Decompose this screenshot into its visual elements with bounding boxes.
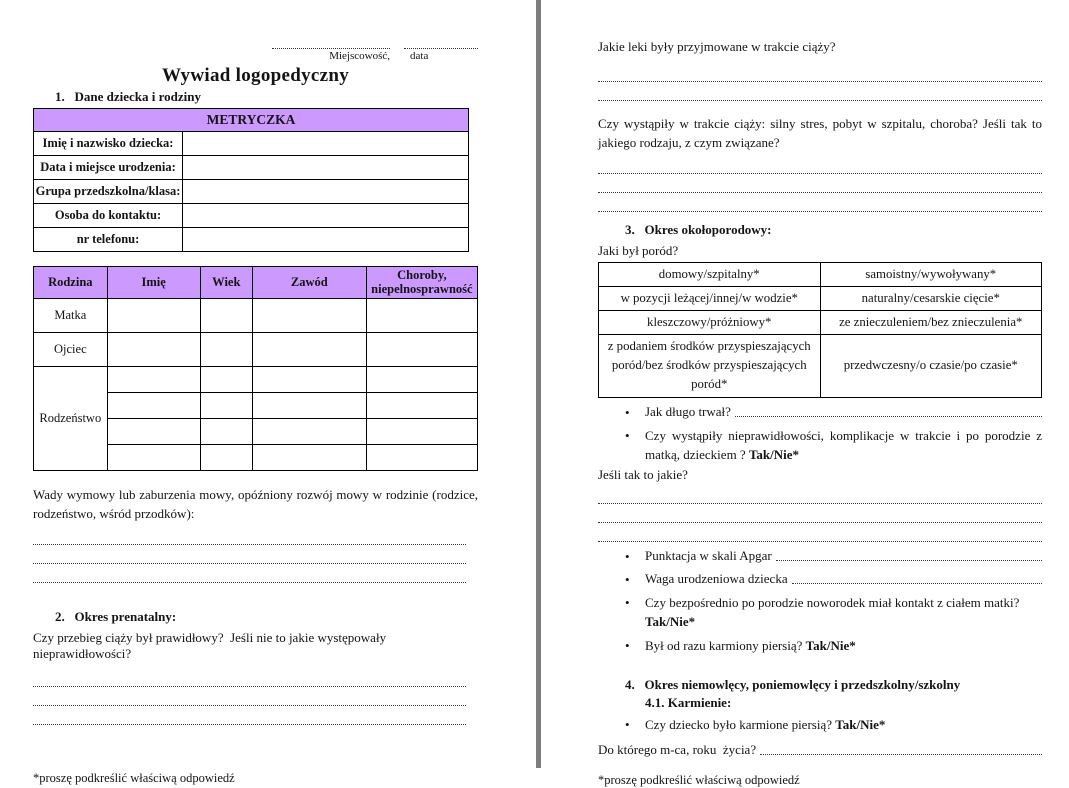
taknie-label: Tak/Nie* — [835, 717, 886, 733]
family-cell — [366, 366, 477, 392]
family-cell — [200, 444, 252, 470]
answer-lines — [598, 63, 1042, 101]
metryczka-value-cell — [183, 204, 469, 228]
place-label: Miejscowość, — [329, 50, 390, 62]
table-row — [599, 286, 1042, 310]
family-cell — [107, 332, 200, 366]
list-item — [598, 404, 1042, 422]
list-item — [598, 571, 1042, 589]
birth-option-cell: domowy/szpitalny* — [599, 262, 821, 286]
family-cell — [107, 392, 200, 418]
medications-question: Jakie leki były przyjmowane w trakcie ciąży? — [598, 39, 836, 54]
answer-line — [33, 526, 466, 545]
page-left — [33, 0, 478, 786]
metryczka-header: METRYCZKA — [34, 109, 469, 132]
bullet-icon: • — [625, 594, 630, 610]
answer-line — [598, 82, 1042, 101]
metryczka-value-cell — [183, 156, 469, 180]
speech-defects-paragraph: Wady wymowy lub zaburzenia mowy, opóźniony rozwój mowy w rodzinie (rodzice, rodzeństwo, wśród przodków): — [33, 486, 478, 521]
table-row — [34, 366, 478, 392]
family-cell — [107, 366, 200, 392]
bullet-breastfed-immediately-text: Był od razu karmiony piersią? — [645, 637, 803, 653]
footnote: *proszę podkreślić właściwą odpowiedź — [598, 773, 800, 788]
metryczka-label: Imię i nazwisko dziecka: — [34, 132, 183, 156]
taknie-label: Tak/Nie* — [805, 637, 856, 653]
list-item — [598, 548, 1042, 566]
family-cell — [366, 332, 477, 366]
family-cell — [252, 418, 366, 444]
answer-line — [598, 193, 1042, 212]
leader-dots — [735, 404, 1042, 417]
family-row-label: Matka — [34, 298, 108, 332]
birth-bullet-list — [598, 404, 1042, 465]
family-table — [33, 266, 478, 471]
answer-lines — [598, 485, 1042, 542]
family-cell — [200, 366, 252, 392]
table-row — [34, 228, 469, 252]
answer-line — [598, 485, 1042, 504]
family-cell — [200, 298, 252, 332]
family-cell — [107, 298, 200, 332]
leader-dots — [760, 742, 1042, 755]
jesli-question: Jeśli tak to jakie? — [598, 466, 688, 482]
table-row — [34, 180, 469, 204]
bullet-complications-text: Czy wystąpiły nieprawidłowości, komplikacje w trakcie i po porodzie z matką, dzieckiem ? — [645, 427, 1042, 462]
table-row — [599, 310, 1042, 334]
family-cell — [252, 392, 366, 418]
list-item — [598, 637, 1042, 656]
metryczka-label: nr telefonu: — [34, 228, 183, 252]
bullet-apgar-text: Punktacja w skali Apgar — [645, 547, 772, 563]
place-date-block — [272, 38, 478, 62]
family-row-label: Ojciec — [34, 332, 108, 366]
family-header: Zawód — [252, 267, 366, 299]
answer-line — [598, 504, 1042, 523]
table-row — [34, 132, 469, 156]
bullet-duration-text: Jak długo trwał? — [645, 403, 731, 419]
table-row — [599, 262, 1042, 286]
family-row-label: Rodzeństwo — [34, 366, 108, 470]
page-divider — [536, 0, 541, 768]
bullet-icon: • — [625, 637, 630, 653]
document-title: Wywiad logopedyczny — [161, 65, 350, 86]
family-header: Rodzina — [34, 267, 108, 299]
answer-line — [598, 523, 1042, 542]
answer-lines — [33, 668, 478, 725]
bullet-icon: • — [625, 404, 630, 420]
birth-option-cell: kleszczowy/próżniowy* — [599, 310, 821, 334]
list-item — [598, 427, 1042, 465]
section-4-1-heading: 4.1. Karmienie: — [645, 695, 732, 711]
family-cell — [366, 418, 477, 444]
answer-line — [33, 706, 466, 725]
birth-option-cell: naturalny/cesarskie cięcie* — [820, 286, 1042, 310]
bullet-contact-text: Czy bezpośrednio po porodzie noworodek miał kontakt z ciałem matki? — [645, 594, 1020, 610]
table-row — [34, 156, 469, 180]
answer-lines — [598, 155, 1042, 212]
section-3-heading: 3. Okres okołoporodowy: — [625, 221, 772, 237]
footnote: *proszę podkreślić właściwą odpowiedź — [33, 771, 235, 786]
answer-line — [33, 545, 466, 564]
answer-lines — [33, 526, 478, 583]
month-question: Do którego m-ca, roku życia? — [598, 742, 757, 758]
date-label: data — [410, 50, 429, 62]
place-dotted-line — [272, 38, 390, 49]
metryczka-label: Grupa przedszkolna/klasa: — [34, 180, 183, 204]
family-cell — [366, 444, 477, 470]
family-header: Choroby, niepelnosprawność — [366, 267, 477, 299]
birth-question: Jaki był poród? — [598, 242, 679, 258]
metryczka-table — [33, 108, 469, 252]
table-row — [34, 332, 478, 366]
answer-line — [598, 174, 1042, 193]
birth-option-cell: w pozycji leżącej/innej/w wodzie* — [599, 286, 821, 310]
family-cell — [366, 298, 477, 332]
table-row — [34, 204, 469, 228]
section-2-heading: 2. Okres prenatalny: — [55, 609, 177, 625]
bullet-weight-text: Waga urodzeniowa dziecka — [645, 570, 788, 586]
family-cell — [200, 332, 252, 366]
answer-line — [598, 155, 1042, 174]
birth-option-cell: ze znieczuleniem/bez znieczulenia* — [820, 310, 1042, 334]
leader-dots — [776, 548, 1042, 561]
family-cell — [252, 366, 366, 392]
family-cell — [200, 392, 252, 418]
family-cell — [252, 332, 366, 366]
birth-table — [598, 262, 1042, 398]
birth-option-cell: samoistny/wywoływany* — [820, 262, 1042, 286]
birth-option-cell: przedwczesny/o czasie/po czasie* — [820, 335, 1042, 398]
family-header-row — [34, 267, 478, 299]
taknie-label: Tak/Nie* — [645, 613, 696, 629]
family-header: Wiek — [200, 267, 252, 299]
page-right — [598, 0, 1042, 788]
bullet-icon: • — [625, 571, 630, 587]
bullet-breastfed-text: Czy dziecko było karmione piersią? — [645, 717, 832, 733]
metryczka-label: Data i miejsce urodzenia: — [34, 156, 183, 180]
date-dotted-line — [404, 38, 478, 49]
stress-question: Czy wystąpiły w trakcie ciąży: silny stres, pobyt w szpitalu, choroba? Jeśli tak to jakiego rodzaju, z czym związane? — [598, 115, 1042, 150]
answer-line — [33, 668, 466, 687]
family-cell — [107, 418, 200, 444]
answer-line — [33, 687, 466, 706]
family-cell — [252, 298, 366, 332]
section-4-heading: 4. Okres niemowlęcy, poniemowlęcy i przedszkolny/szkolny — [625, 677, 961, 693]
answer-line — [33, 564, 466, 583]
apgar-bullet-list — [598, 548, 1042, 656]
section-1-heading: 1. Dane dziecka i rodziny — [55, 89, 202, 104]
family-cell — [200, 418, 252, 444]
metryczka-value-cell — [183, 228, 469, 252]
leader-dots — [792, 571, 1042, 584]
list-item — [598, 716, 1042, 735]
birth-option-cell: z podaniem środków przyspieszających poród/bez środków przyspieszających poród* — [599, 335, 821, 398]
list-item — [598, 594, 1042, 632]
table-row — [34, 298, 478, 332]
family-cell — [366, 392, 477, 418]
table-row — [599, 335, 1042, 398]
answer-line — [598, 63, 1042, 82]
family-cell — [107, 444, 200, 470]
metryczka-label: Osoba do kontaktu: — [34, 204, 183, 228]
prenatal-question: Czy przebieg ciąży był prawidłowy? Jeśli nie to jakie występowały nieprawidłowości? — [33, 630, 390, 662]
taknie-label: Tak/Nie* — [748, 446, 800, 462]
bullet-icon: • — [625, 548, 630, 564]
bullet-icon: • — [625, 717, 630, 733]
metryczka-value-cell — [183, 180, 469, 204]
family-cell — [252, 444, 366, 470]
month-question-row — [598, 742, 1042, 758]
metryczka-value-cell — [183, 132, 469, 156]
family-header: Imię — [107, 267, 200, 299]
bullet-icon: • — [625, 427, 630, 443]
